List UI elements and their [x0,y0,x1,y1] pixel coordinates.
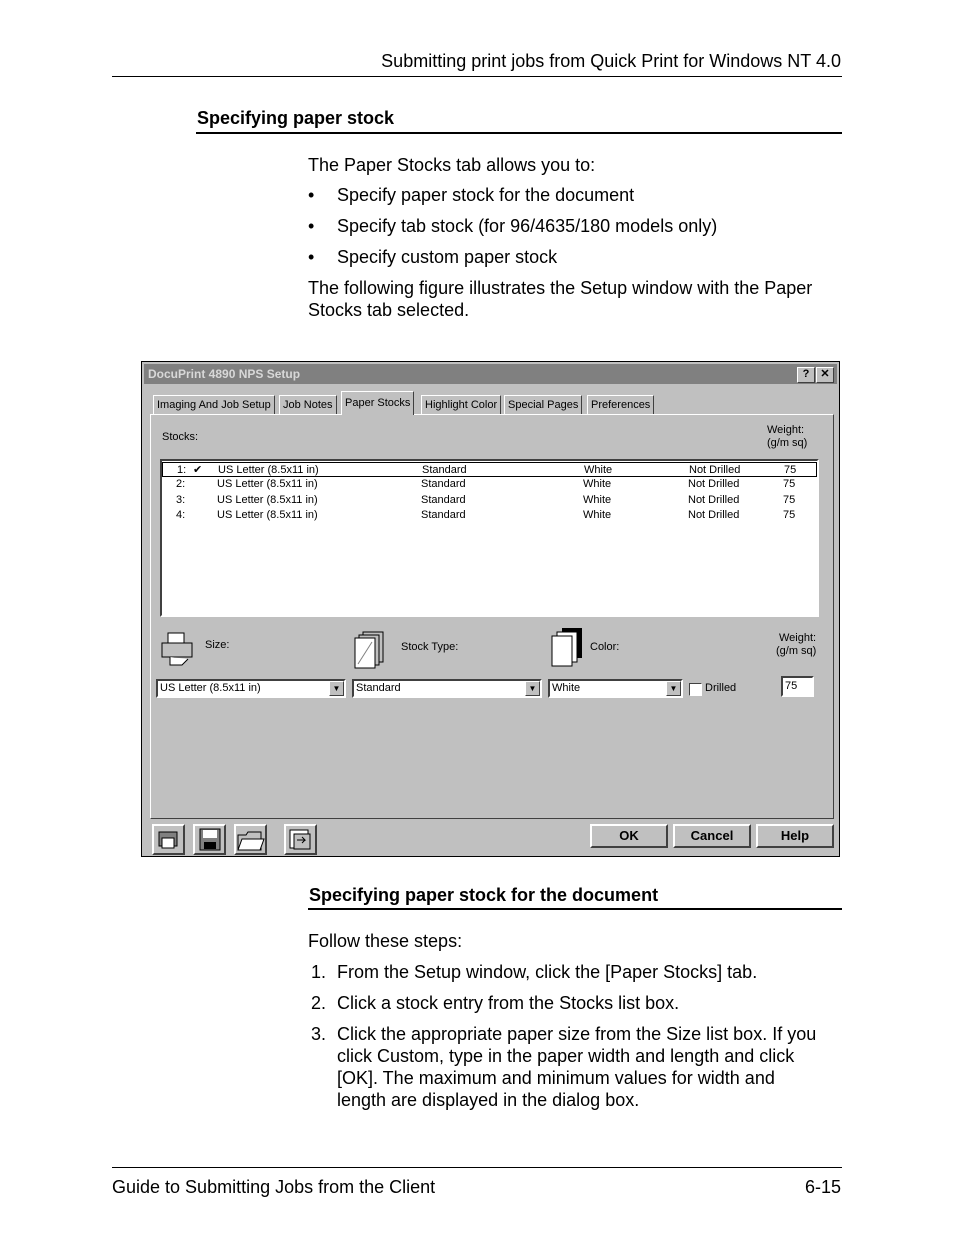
color-select[interactable] [548,679,683,698]
stock-size: US Letter (8.5x11 in) [217,478,318,490]
check-icon: ✔ [193,464,203,476]
stock-type-label: Stock Type: [401,641,459,653]
chevron-down-icon[interactable]: ▼ [525,681,540,696]
help-button[interactable]: Help [756,824,834,848]
bullet-dot: • [308,216,315,236]
dialog-title: DocuPrint 4890 NPS Setup [148,367,301,381]
stock-row[interactable] [162,493,817,508]
stock-type: Standard [421,509,466,521]
stock-weight: 75 [783,509,796,521]
color-value: White [552,682,581,694]
weight-label-unit: (g/m sq) [776,645,817,657]
weight-header-unit: (g/m sq) [767,437,808,449]
drilled-checkbox[interactable] [689,683,702,696]
figure-note-line: The following figure illustrates the Setup window with the Paper [308,278,813,298]
color-label: Color: [590,641,620,653]
stock-row[interactable] [162,477,817,492]
size-select[interactable] [156,679,346,698]
drilled-label: Drilled [705,682,737,694]
color-icon [550,626,584,670]
weight-input[interactable]: 75 [781,676,814,697]
bullet-dot: • [308,185,315,205]
open-folder-icon[interactable] [234,824,267,855]
stock-drilled: Not Drilled [688,509,740,521]
stock-color: White [584,464,613,476]
stock-number: 2: [176,478,186,490]
tab-highlight-color[interactable]: Highlight Color [421,395,501,415]
size-label: Size: [205,639,230,651]
paper-size-icon [160,631,194,667]
stocks-listbox[interactable] [160,459,819,617]
stock-type-select[interactable] [352,679,542,698]
stock-number: 1: [177,464,187,476]
stock-row[interactable] [162,508,817,523]
tab-imaging-and-job-setup[interactable]: Imaging And Job Setup [153,395,275,415]
stock-color: White [583,494,612,506]
intro-text: The Paper Stocks tab allows you to: [308,155,596,175]
chevron-down-icon[interactable]: ▼ [329,681,344,696]
stock-weight: 75 [783,478,796,490]
step-text: click Custom, type in the paper width and length and click [337,1046,795,1066]
bullet-text: Specify tab stock (for 96/4635/180 models only) [337,216,718,236]
tab-job-notes[interactable]: Job Notes [279,395,337,415]
section-title-rule [196,132,842,134]
weight-label: Weight: [779,632,817,644]
steps-intro: Follow these steps: [308,931,463,951]
stock-type-icon [353,630,387,672]
stock-row[interactable] [162,462,817,477]
size-value: US Letter (8.5x11 in) [160,682,261,694]
stock-color: White [583,478,612,490]
stock-type-value: Standard [356,682,401,694]
footer-rule [112,1167,842,1168]
close-icon[interactable]: ✕ [816,367,834,383]
help-icon[interactable]: ? [797,367,815,383]
stock-size: US Letter (8.5x11 in) [217,494,318,506]
header-rule [112,76,842,77]
step-number: 2. [311,993,327,1013]
tab-preferences[interactable]: Preferences [587,395,654,415]
weight-header: Weight: [767,424,805,436]
stock-drilled: Not Drilled [689,464,741,476]
stock-type: Standard [421,478,466,490]
ok-button[interactable]: OK [590,824,668,848]
stock-number: 3: [176,494,186,506]
step-text: Click a stock entry from the Stocks list box. [337,993,680,1013]
stock-size: US Letter (8.5x11 in) [218,464,319,476]
step-text: [OK]. The maximum and minimum values for width and [337,1068,775,1088]
stock-number: 4: [176,509,186,521]
printer-setup-icon[interactable] [152,824,185,855]
page-number: 6-15 [804,1177,841,1197]
stock-size: US Letter (8.5x11 in) [217,509,318,521]
stocks-label: Stocks: [162,431,199,443]
running-header: Submitting print jobs from Quick Print for Windows NT 4.0 [381,51,841,71]
save-icon[interactable] [193,824,226,855]
stock-color: White [583,509,612,521]
dialog-titlebar [144,364,837,384]
subsection-title: Specifying paper stock for the document [309,885,659,905]
step-text: From the Setup window, click the [Paper Stocks] tab. [337,962,758,982]
cancel-button[interactable]: Cancel [673,824,751,848]
figure-note-line: Stocks tab selected. [308,300,470,320]
tab-special-pages[interactable]: Special Pages [504,395,582,415]
step-text: length are displayed in the dialog box. [337,1090,640,1110]
stock-type: Standard [422,464,467,476]
bullet-text: Specify paper stock for the document [337,185,635,205]
stock-type: Standard [421,494,466,506]
bullet-text: Specify custom paper stock [337,247,558,267]
restore-defaults-icon[interactable] [284,824,317,855]
section-title: Specifying paper stock [197,108,395,128]
subsection-title-rule [308,908,842,910]
bullet-dot: • [308,247,315,267]
step-number: 1. [311,962,327,982]
stock-weight: 75 [783,494,796,506]
chevron-down-icon[interactable]: ▼ [666,681,681,696]
setup-dialog [141,361,840,857]
step-number: 3. [311,1024,327,1044]
footer-title: Guide to Submitting Jobs from the Client [112,1177,436,1197]
stock-weight: 75 [784,464,797,476]
stock-drilled: Not Drilled [688,478,740,490]
stock-drilled: Not Drilled [688,494,740,506]
step-text: Click the appropriate paper size from the Size list box. If you [337,1024,817,1044]
tab-paper-stocks[interactable]: Paper Stocks [341,391,414,415]
